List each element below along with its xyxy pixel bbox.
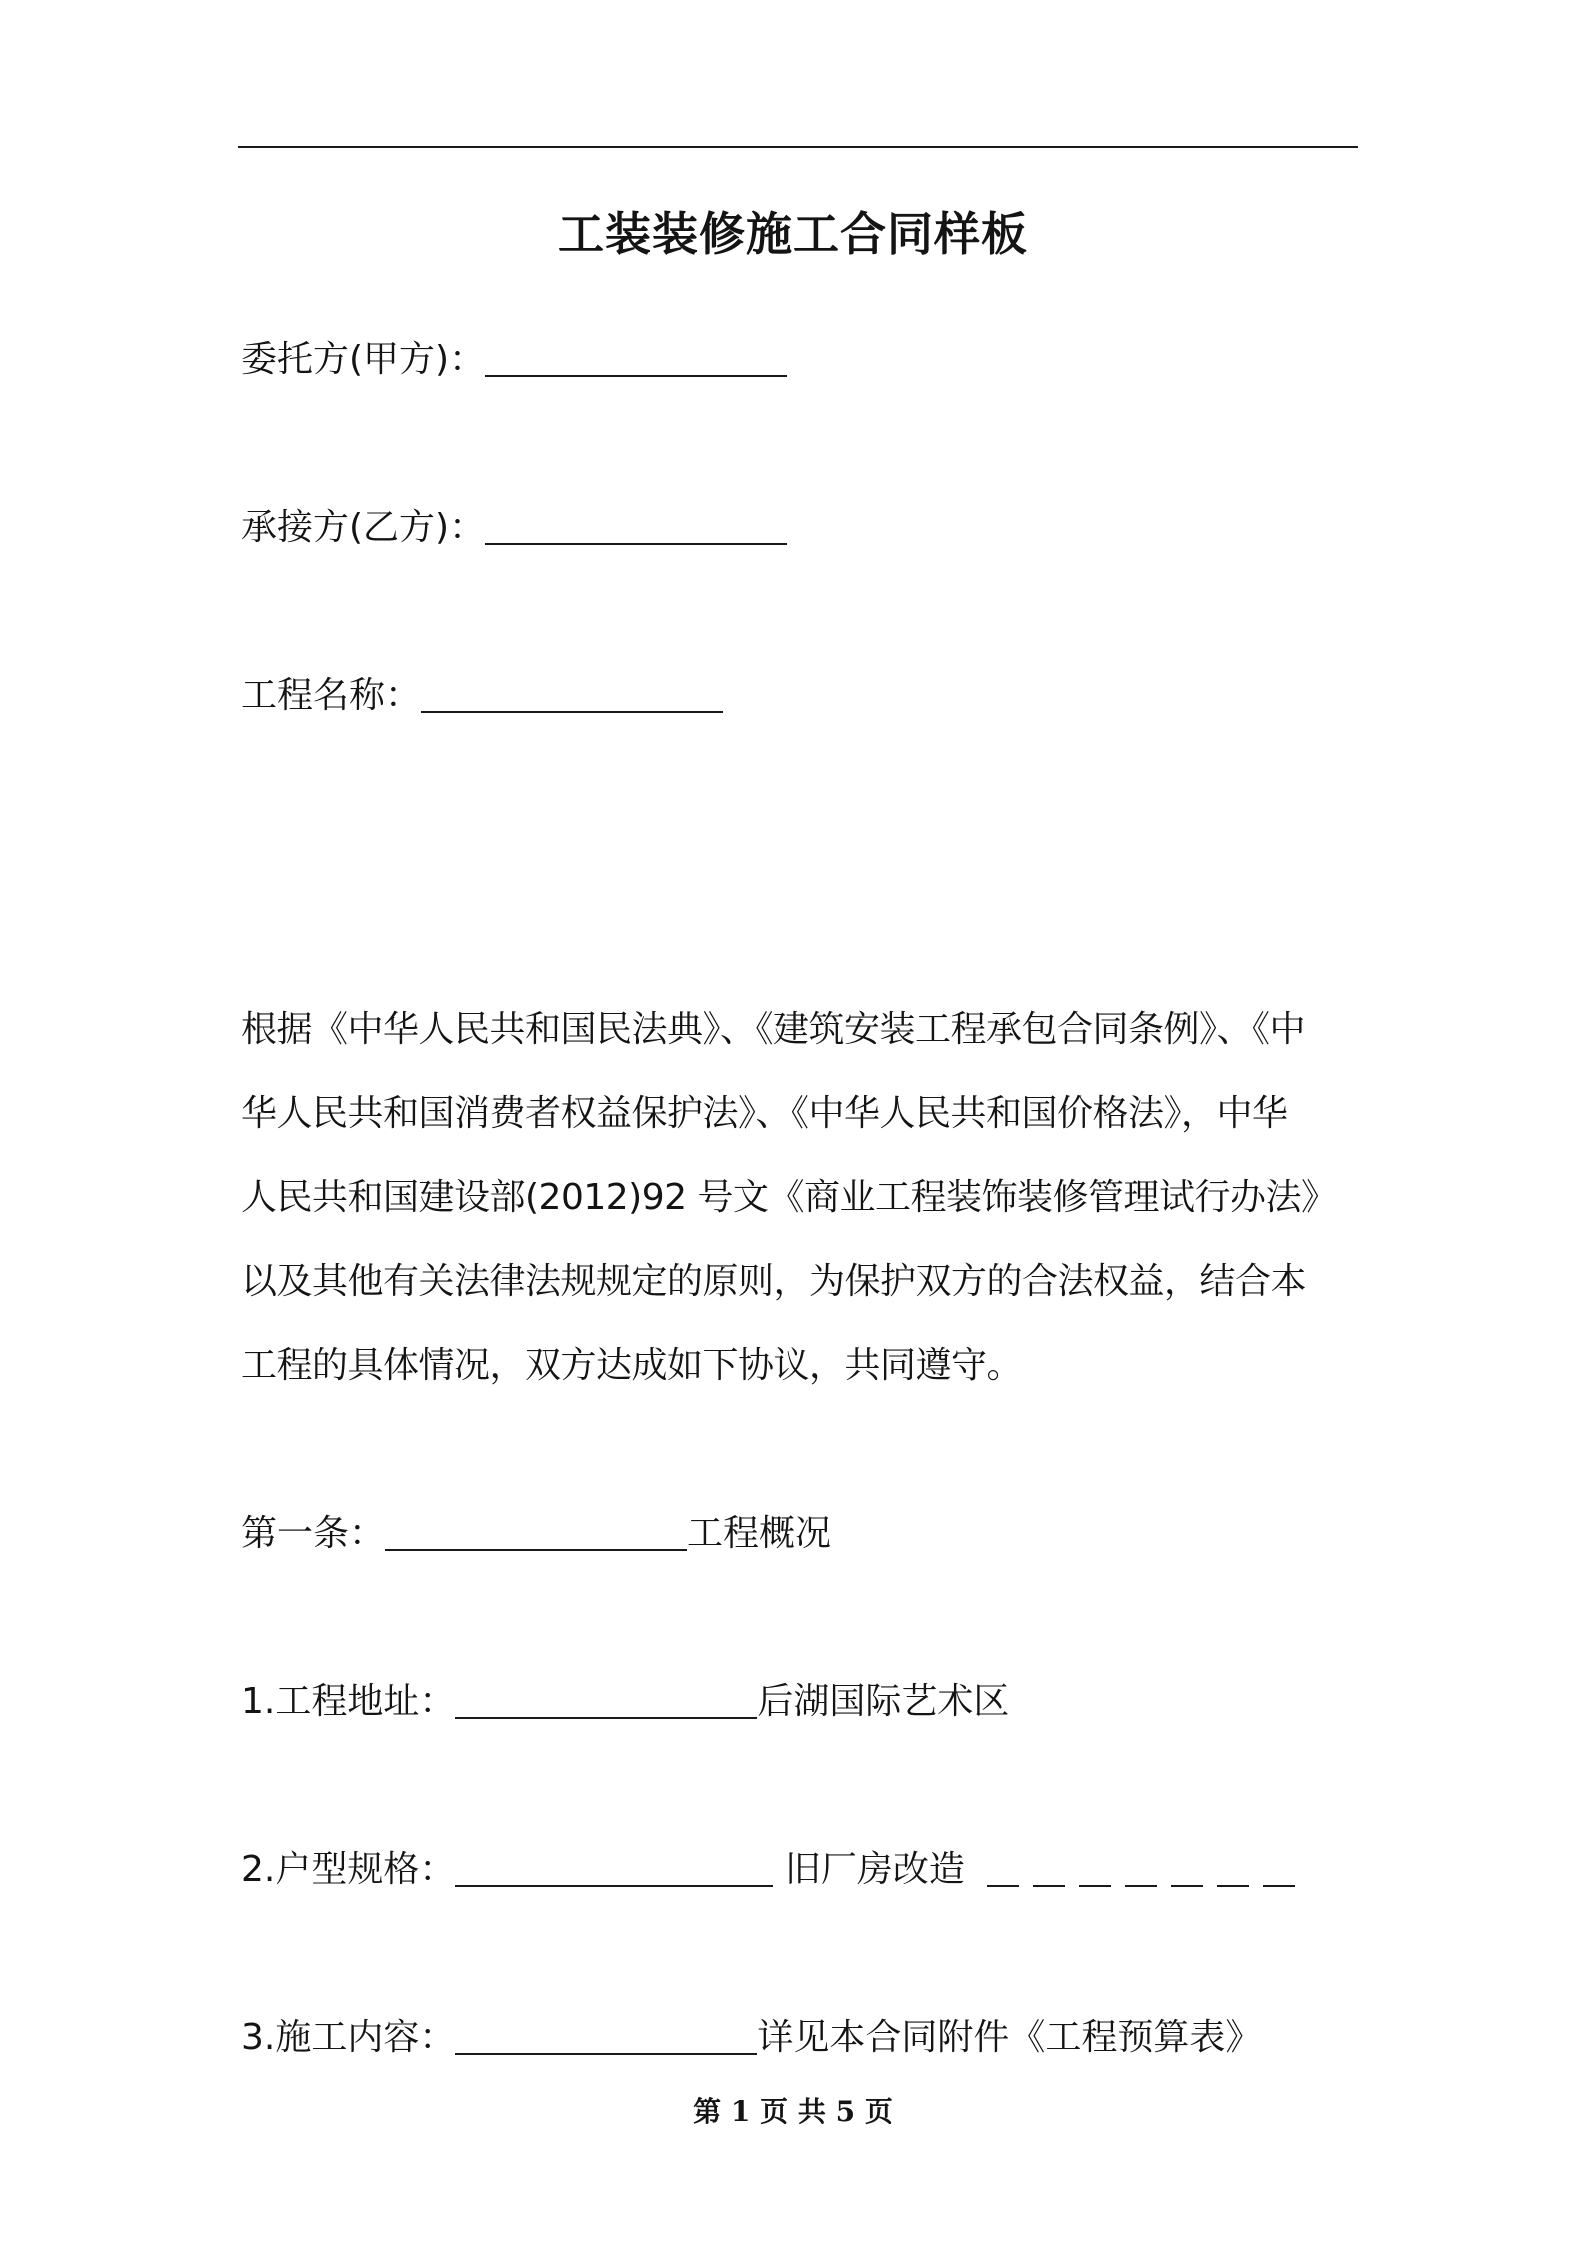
- project-name-label: 工程名称：: [241, 675, 422, 716]
- item-2-label: 2.户型规格：: [241, 1849, 456, 1890]
- item-1-blank: [455, 1679, 757, 1719]
- article-1-blank: [385, 1511, 687, 1551]
- party-b-blank: [485, 505, 787, 545]
- item-1-line: [241, 1678, 1009, 1726]
- item-2-line: [241, 1846, 1309, 1900]
- preamble-line: 工程的具体情况，双方达成如下协议，共同遵守。: [241, 1345, 1023, 1386]
- item-3-line: [241, 2014, 1261, 2062]
- item-1-value: 后湖国际艺术区: [757, 1681, 1010, 1722]
- page-number: 第 1 页 共 5 页: [693, 2095, 893, 2128]
- party-a-label: 委托方(甲方)：: [241, 339, 486, 380]
- document-title: 工装装修施工合同样板: [558, 207, 1028, 261]
- article-1-title: 工程概况: [687, 1513, 832, 1554]
- preamble-line: 以及其他有关法律法规规定的原则，为保护双方的合法权益，结合本: [241, 1261, 1307, 1302]
- party-a-line: [241, 336, 787, 384]
- item-2-dashes: [987, 1847, 1309, 1900]
- header-rule: [238, 146, 1358, 148]
- project-name-blank: [421, 673, 723, 713]
- preamble-paragraph: [241, 1006, 1371, 1426]
- preamble-line: 根据《中华人民共和国民法典》、《建筑安装工程承包合同条例》、《中: [241, 1009, 1306, 1050]
- item-1-label: 1.工程地址：: [241, 1681, 456, 1722]
- item-2-blank: [455, 1847, 773, 1887]
- preamble-line: 人民共和国建设部(2012)92 号文《商业工程装饰装修管理试行办法》: [241, 1177, 1337, 1218]
- project-name-line: [241, 672, 723, 720]
- item-3-label: 3.施工内容：: [241, 2017, 456, 2058]
- party-a-blank: [485, 337, 787, 377]
- party-b-line: [241, 504, 787, 552]
- article-1-line: [241, 1510, 831, 1558]
- item-3-value: 详见本合同附件《工程预算表》: [757, 2017, 1262, 2058]
- item-3-blank: [455, 2015, 757, 2055]
- party-b-label: 承接方(乙方)：: [241, 507, 486, 548]
- preamble-line: 华人民共和国消费者权益保护法》、《中华人民共和国价格法》，中华: [241, 1093, 1288, 1134]
- item-2-value: 旧厂房改造: [784, 1849, 965, 1890]
- article-1-label: 第一条：: [241, 1513, 386, 1554]
